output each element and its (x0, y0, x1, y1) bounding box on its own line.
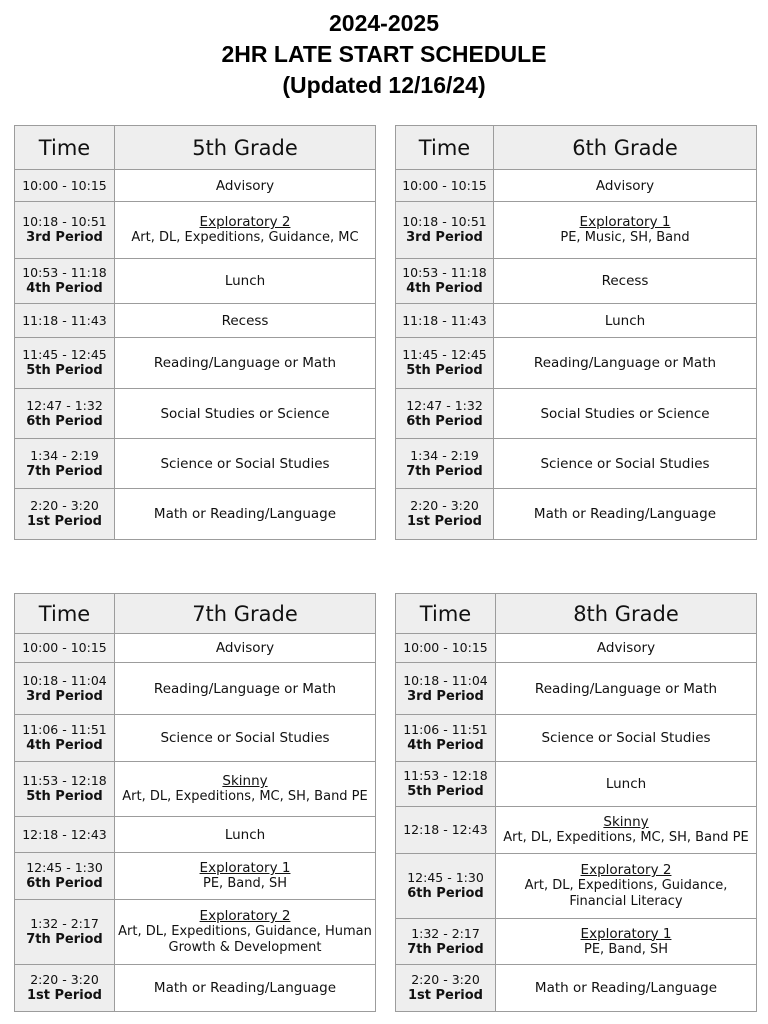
period-label: 3rd Period (26, 688, 103, 704)
schedule-row (15, 663, 376, 715)
class-cell (496, 762, 757, 807)
grade-7-schedule-table (14, 593, 376, 1012)
schedule-row (396, 715, 757, 762)
grade-column-header: 5th Grade (115, 126, 376, 170)
time-range: 11:06 - 11:51 (403, 722, 488, 737)
class-detail: PE, Band, SH (203, 876, 287, 891)
class-cell (115, 663, 376, 715)
class-cell (496, 965, 757, 1012)
class-cell (115, 965, 376, 1012)
class-cell (115, 900, 376, 965)
time-range: 10:18 - 10:51 (22, 214, 107, 229)
time-cell (396, 389, 494, 439)
class-detail: Science or Social Studies (540, 455, 710, 472)
grade-8-schedule-table (395, 593, 757, 1012)
class-cell (115, 817, 376, 853)
class-detail: Reading/Language or Math (153, 355, 337, 371)
class-cell (115, 853, 376, 900)
time-range: 11:53 - 12:18 (403, 768, 488, 783)
time-cell (15, 900, 115, 965)
time-cell (15, 853, 115, 900)
class-cell (115, 338, 376, 389)
time-cell (396, 854, 496, 919)
period-label: 7th Period (26, 932, 103, 947)
schedule-row (15, 202, 376, 259)
schedule-row (15, 853, 376, 900)
schedule-row (15, 439, 376, 489)
time-cell (396, 170, 494, 202)
time-range: 11:18 - 11:43 (402, 312, 487, 328)
time-range: 11:53 - 12:18 (22, 773, 107, 788)
class-detail: Recess (601, 273, 649, 289)
time-range: 1:32 - 2:17 (411, 925, 480, 941)
schedule-header (0, 8, 768, 101)
class-detail: Social Studies or Science (540, 405, 710, 422)
schedule-row (396, 807, 757, 854)
time-range: 11:06 - 11:51 (22, 722, 107, 737)
schedule-row (396, 663, 757, 715)
class-cell (115, 170, 376, 202)
period-label: 3rd Period (26, 230, 103, 245)
class-detail: Reading/Language or Math (533, 355, 717, 371)
class-group-label: Exploratory 2 (199, 908, 291, 924)
class-cell (115, 304, 376, 338)
time-range: 2:20 - 3:20 (30, 972, 99, 987)
class-cell (494, 170, 757, 202)
schedule-row (15, 900, 376, 965)
period-label: 4th Period (26, 738, 103, 753)
class-detail: Math or Reading/Language (153, 506, 337, 522)
time-range: 11:45 - 12:45 (402, 347, 487, 362)
class-detail: Recess (221, 312, 269, 329)
class-group-label: Exploratory 1 (579, 214, 671, 230)
time-cell (396, 202, 494, 259)
class-detail: Math or Reading/Language (153, 980, 337, 996)
time-column-header: Time (15, 594, 115, 634)
grade-6-schedule-table (395, 125, 757, 540)
class-group-label: Exploratory 1 (580, 925, 672, 942)
class-detail: Science or Social Studies (541, 730, 711, 746)
class-cell (115, 439, 376, 489)
time-range: 2:20 - 3:20 (30, 498, 99, 513)
time-cell (396, 304, 494, 338)
class-group-label: Skinny (222, 773, 268, 789)
period-label: 6th Period (407, 886, 484, 901)
period-label: 1st Period (27, 514, 102, 529)
grade-5-schedule-table (14, 125, 376, 540)
schedule-row (396, 304, 757, 338)
class-cell (496, 919, 757, 965)
time-cell (396, 439, 494, 489)
time-cell (15, 259, 115, 304)
time-cell (15, 389, 115, 439)
grade-column-header: 7th Grade (115, 594, 376, 634)
time-range: 12:45 - 1:30 (407, 870, 484, 885)
class-cell (115, 259, 376, 304)
time-cell (396, 634, 496, 663)
time-cell (15, 762, 115, 817)
period-label: 6th Period (26, 876, 103, 891)
schedule-row (396, 389, 757, 439)
class-detail: PE, Band, SH (584, 941, 668, 957)
time-cell (396, 807, 496, 854)
class-cell (494, 304, 757, 338)
class-detail: Lunch (224, 826, 266, 843)
time-cell (15, 202, 115, 259)
time-column-header: Time (396, 594, 496, 634)
period-label: 3rd Period (406, 230, 483, 245)
class-cell (494, 338, 757, 389)
period-label: 4th Period (406, 281, 483, 296)
class-detail: Art, DL, Expeditions, Guidance, Human Growth & Development (118, 924, 372, 955)
class-detail: Social Studies or Science (160, 405, 330, 422)
class-group-label: Skinny (603, 814, 649, 830)
time-cell (15, 304, 115, 338)
time-cell (15, 170, 115, 202)
time-column-header: Time (396, 126, 494, 170)
time-range: 10:00 - 10:15 (403, 640, 488, 655)
time-range: 10:18 - 11:04 (403, 672, 488, 688)
period-label: 5th Period (406, 363, 483, 378)
time-range: 2:20 - 3:20 (410, 498, 479, 513)
class-group-label: Exploratory 2 (199, 214, 291, 230)
period-label: 7th Period (407, 941, 484, 957)
time-cell (396, 663, 496, 715)
time-range: 10:00 - 10:15 (22, 640, 107, 655)
schedule-row (396, 439, 757, 489)
class-cell (496, 854, 757, 919)
period-label: 5th Period (407, 784, 484, 799)
time-cell (15, 634, 115, 663)
period-label: 1st Period (27, 988, 102, 1003)
class-detail: Science or Social Studies (160, 730, 330, 746)
class-detail: Art, DL, Expeditions, Guidance, Financial Literacy (524, 878, 728, 909)
schedule-row (15, 817, 376, 853)
period-label: 4th Period (407, 738, 484, 753)
period-label: 1st Period (407, 514, 482, 529)
schedule-row (396, 762, 757, 807)
class-detail: Science or Social Studies (160, 455, 330, 472)
time-range: 12:45 - 1:30 (26, 860, 103, 875)
class-detail: PE, Music, SH, Band (560, 230, 690, 245)
schedule-row (396, 170, 757, 202)
time-range: 12:47 - 1:32 (406, 397, 483, 413)
schedule-row (396, 919, 757, 965)
class-detail: Lunch (604, 312, 646, 329)
schedule-row (15, 762, 376, 817)
schedule-row (396, 338, 757, 389)
class-detail: Art, DL, Expeditions, MC, SH, Band PE (122, 789, 368, 804)
time-range: 1:34 - 2:19 (410, 447, 479, 463)
class-cell (494, 259, 757, 304)
updated-date: (Updated 12/16/24) (282, 72, 486, 98)
grade-column-header: 8th Grade (496, 594, 757, 634)
time-range: 12:47 - 1:32 (26, 397, 103, 413)
time-range: 11:45 - 12:45 (22, 347, 107, 362)
time-cell (15, 489, 115, 540)
class-cell (496, 807, 757, 854)
class-cell (494, 202, 757, 259)
class-detail: Reading/Language or Math (534, 680, 718, 697)
period-label: 4th Period (26, 281, 103, 296)
class-detail: Advisory (215, 640, 275, 656)
time-range: 2:20 - 3:20 (411, 972, 480, 987)
class-detail: Advisory (215, 177, 275, 194)
schedule-row (15, 715, 376, 762)
time-cell (396, 762, 496, 807)
time-range: 10:53 - 11:18 (402, 265, 487, 280)
schedule-row (15, 634, 376, 663)
time-range: 1:32 - 2:17 (30, 916, 99, 931)
period-label: 6th Period (26, 413, 103, 429)
class-detail: Lunch (224, 273, 266, 289)
time-range: 12:18 - 12:43 (403, 822, 488, 837)
class-detail: Reading/Language or Math (153, 680, 337, 697)
time-range: 10:18 - 11:04 (22, 672, 107, 688)
schedule-row (396, 854, 757, 919)
time-cell (15, 439, 115, 489)
class-cell (494, 389, 757, 439)
period-label: 5th Period (26, 363, 103, 378)
schedule-row (396, 259, 757, 304)
class-cell (115, 489, 376, 540)
time-cell (15, 338, 115, 389)
class-cell (496, 663, 757, 715)
time-cell (396, 259, 494, 304)
class-detail: Advisory (596, 640, 656, 656)
period-label: 1st Period (408, 988, 483, 1003)
period-label: 7th Period (26, 463, 103, 479)
time-cell (396, 489, 494, 540)
schedule-row (396, 965, 757, 1012)
class-detail: Math or Reading/Language (534, 980, 718, 996)
schedule-row (15, 489, 376, 540)
class-cell (496, 715, 757, 762)
school-year-title: 2024-2025 (329, 10, 439, 36)
time-cell (396, 919, 496, 965)
period-label: 3rd Period (407, 688, 484, 704)
schedule-row (15, 338, 376, 389)
class-cell (494, 439, 757, 489)
time-range: 10:18 - 10:51 (402, 214, 487, 229)
class-detail: Advisory (595, 177, 655, 194)
period-label: 5th Period (26, 789, 103, 804)
class-cell (496, 634, 757, 663)
class-group-label: Exploratory 1 (199, 860, 291, 876)
grade-column-header: 6th Grade (494, 126, 757, 170)
time-range: 10:00 - 10:15 (22, 177, 107, 193)
time-range: 10:53 - 11:18 (22, 265, 107, 280)
class-cell (115, 762, 376, 817)
time-cell (15, 965, 115, 1012)
time-cell (396, 965, 496, 1012)
time-cell (15, 663, 115, 715)
class-detail: Art, DL, Expeditions, Guidance, MC (131, 230, 359, 245)
time-cell (396, 338, 494, 389)
class-detail: Math or Reading/Language (533, 506, 717, 522)
time-cell (396, 715, 496, 762)
time-cell (15, 817, 115, 853)
class-detail: Lunch (605, 776, 647, 792)
class-cell (494, 489, 757, 540)
period-label: 6th Period (406, 413, 483, 429)
time-range: 12:18 - 12:43 (22, 826, 107, 842)
period-label: 7th Period (406, 463, 483, 479)
class-cell (115, 715, 376, 762)
schedule-row (396, 489, 757, 540)
time-range: 1:34 - 2:19 (30, 447, 99, 463)
class-cell (115, 389, 376, 439)
time-range: 10:00 - 10:15 (402, 177, 487, 193)
schedule-row (15, 304, 376, 338)
time-cell (15, 715, 115, 762)
schedule-row (15, 170, 376, 202)
schedule-row (15, 259, 376, 304)
time-range: 11:18 - 11:43 (22, 312, 107, 328)
schedule-row (396, 634, 757, 663)
class-detail: Art, DL, Expeditions, MC, SH, Band PE (503, 830, 749, 845)
schedule-row (15, 965, 376, 1012)
class-cell (115, 634, 376, 663)
schedule-row (15, 389, 376, 439)
class-group-label: Exploratory 2 (580, 862, 672, 878)
time-column-header: Time (15, 126, 115, 170)
schedule-title: 2HR LATE START SCHEDULE (221, 41, 547, 67)
schedule-row (396, 202, 757, 259)
class-cell (115, 202, 376, 259)
